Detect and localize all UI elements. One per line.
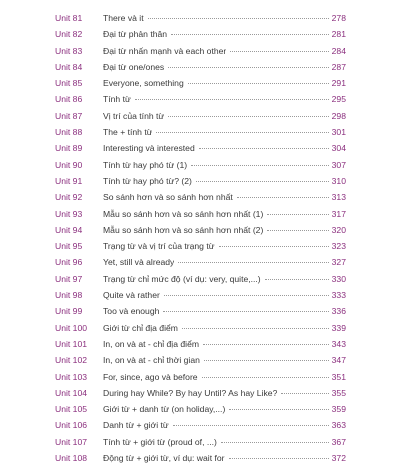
unit-title: There và it [103, 13, 144, 23]
unit-title: Tính từ hay phó từ? (2) [103, 175, 192, 186]
toc-entry[interactable] [0, 287, 401, 303]
page-number: 327 [331, 257, 346, 268]
unit-number: Unit 86 [55, 94, 83, 105]
page-number: 363 [331, 420, 346, 431]
unit-title: Tính từ [103, 94, 131, 105]
unit-number: Unit 108 [55, 453, 88, 464]
dot-leader [265, 279, 329, 280]
unit-title: The + tính từ [103, 127, 153, 138]
toc-entry[interactable] [0, 369, 401, 385]
dot-leader [230, 51, 329, 52]
dot-leader [196, 181, 329, 182]
toc-entry[interactable] [0, 336, 401, 352]
unit-number: Unit 84 [55, 61, 83, 72]
dot-leader [163, 311, 329, 312]
dot-leader [164, 295, 329, 296]
unit-title: Quite và rather [103, 290, 160, 301]
dot-leader [168, 67, 329, 68]
unit-title: Động từ + giới từ, ví dụ: wait for [103, 453, 225, 464]
unit-number: Unit 95 [55, 241, 83, 252]
toc-entry[interactable] [0, 206, 401, 222]
unit-number: Unit 104 [55, 387, 88, 398]
unit-title: Đại từ phản thân [103, 29, 168, 40]
unit-number: Unit 97 [55, 273, 83, 284]
toc-entry[interactable] [0, 140, 401, 156]
page-number: 333 [331, 290, 346, 301]
page-number: 301 [331, 127, 346, 138]
dot-leader [219, 246, 330, 247]
toc-entry[interactable] [0, 320, 401, 336]
page-number: 323 [331, 241, 346, 252]
dot-leader [267, 230, 329, 231]
toc-entry[interactable] [0, 401, 401, 417]
unit-number: Unit 101 [55, 338, 88, 349]
toc-entry[interactable] [0, 222, 401, 238]
dot-leader [148, 18, 329, 19]
unit-title: Giới từ chỉ địa điểm [103, 322, 178, 333]
toc-entry[interactable] [0, 108, 401, 124]
toc-entry[interactable] [0, 434, 401, 450]
page-number: 278 [331, 13, 346, 23]
dot-leader [178, 262, 329, 263]
dot-leader [199, 148, 329, 149]
unit-title: So sánh hơn và so sánh hơn nhất [103, 192, 233, 203]
dot-leader [202, 377, 329, 378]
toc-entry[interactable] [0, 254, 401, 270]
unit-number: Unit 103 [55, 371, 88, 382]
unit-title: Đại từ one/ones [103, 61, 165, 72]
unit-number: Unit 92 [55, 192, 83, 203]
page-number: 295 [331, 94, 346, 105]
unit-number: Unit 87 [55, 110, 83, 121]
toc-entry[interactable] [0, 26, 401, 42]
toc-entry[interactable] [0, 417, 401, 433]
toc-entry[interactable] [0, 59, 401, 75]
unit-number: Unit 106 [55, 420, 88, 431]
toc-entry[interactable] [0, 238, 401, 254]
unit-number: Unit 89 [55, 143, 83, 154]
toc-entry[interactable] [0, 385, 401, 401]
toc-entry[interactable] [0, 124, 401, 140]
page-number: 287 [331, 61, 346, 72]
unit-number: Unit 96 [55, 257, 83, 268]
page-number: 336 [331, 306, 346, 317]
toc-entry[interactable] [0, 91, 401, 107]
unit-title: Too và enough [103, 306, 160, 317]
unit-title: Mẫu so sánh hơn và so sánh hơn nhất (2) [103, 224, 264, 235]
dot-leader [168, 116, 329, 117]
dot-leader [135, 99, 329, 100]
unit-title: Yet, still và already [103, 257, 175, 268]
unit-title: Vị trí của tính từ [103, 110, 165, 121]
unit-number: Unit 82 [55, 29, 83, 40]
dot-leader [156, 132, 329, 133]
page-number: 320 [331, 224, 346, 235]
toc-entry[interactable] [0, 450, 401, 466]
unit-title: Đại từ nhấn mạnh và each other [103, 45, 227, 56]
dot-leader [173, 425, 329, 426]
page-number: 351 [331, 371, 346, 382]
dot-leader [203, 344, 329, 345]
unit-title: In, on và at - chỉ địa điểm [103, 338, 200, 349]
unit-number: Unit 98 [55, 290, 83, 301]
dot-leader [229, 409, 329, 410]
table-of-contents [0, 10, 401, 466]
page-number: 355 [331, 387, 346, 398]
page-number: 304 [331, 143, 346, 154]
page-number: 339 [331, 322, 346, 333]
toc-entry[interactable] [0, 173, 401, 189]
page-number: 330 [331, 273, 346, 284]
page-number: 307 [331, 159, 346, 170]
page-number: 298 [331, 110, 346, 121]
unit-number: Unit 105 [55, 404, 88, 415]
unit-title: Trạng từ chỉ mức độ (ví dụ: very, quite,...) [103, 273, 261, 284]
unit-number: Unit 99 [55, 306, 83, 317]
unit-title: Tính từ + giới từ (proud of, ...) [103, 436, 217, 447]
page-number: 343 [331, 338, 346, 349]
unit-title: Trạng từ và vị trí của trạng từ [103, 241, 215, 252]
unit-number: Unit 85 [55, 78, 83, 89]
unit-number: Unit 88 [55, 127, 83, 138]
unit-number: Unit 94 [55, 224, 83, 235]
unit-title: For, since, ago và before [103, 371, 198, 382]
toc-entry[interactable] [0, 189, 401, 205]
unit-title: In, on và at - chỉ thời gian [103, 355, 200, 366]
dot-leader [188, 83, 329, 84]
unit-title: Mẫu so sánh hơn và so sánh hơn nhất (1) [103, 208, 264, 219]
unit-number: Unit 83 [55, 45, 83, 56]
page-number: 310 [331, 175, 346, 186]
page-number: 313 [331, 192, 346, 203]
toc-entry[interactable] [0, 271, 401, 287]
toc-entry[interactable] [0, 157, 401, 173]
unit-number: Unit 102 [55, 355, 88, 366]
page-number: 281 [331, 29, 346, 40]
dot-leader [204, 360, 329, 361]
page-number: 347 [331, 355, 346, 366]
toc-entry[interactable] [0, 10, 401, 26]
toc-entry[interactable] [0, 303, 401, 319]
unit-title: Interesting và interested [103, 143, 195, 154]
unit-number: Unit 90 [55, 159, 83, 170]
unit-number: Unit 91 [55, 175, 83, 186]
dot-leader [237, 197, 329, 198]
unit-number: Unit 100 [55, 322, 88, 333]
page-number: 317 [331, 208, 346, 219]
unit-number: Unit 81 [55, 13, 83, 23]
dot-leader [182, 328, 329, 329]
toc-entry[interactable] [0, 43, 401, 59]
dot-leader [171, 34, 329, 35]
unit-title: Everyone, something [103, 78, 184, 89]
page-number: 367 [331, 436, 346, 447]
unit-number: Unit 107 [55, 436, 88, 447]
unit-title: Danh từ + giới từ [103, 420, 169, 431]
dot-leader [221, 442, 329, 443]
unit-title: Giới từ + danh từ (on holiday,...) [103, 404, 226, 415]
toc-entry[interactable] [0, 352, 401, 368]
unit-number: Unit 93 [55, 208, 83, 219]
unit-title: During hay While? By hay Until? As hay Like? [103, 387, 278, 398]
dot-leader [267, 214, 329, 215]
unit-title: Tính từ hay phó từ (1) [103, 159, 188, 170]
page-number: 372 [331, 453, 346, 464]
dot-leader [281, 393, 329, 394]
dot-leader [229, 458, 329, 459]
dot-leader [191, 165, 329, 166]
page-number: 284 [331, 45, 346, 56]
page-number: 291 [331, 78, 346, 89]
toc-entry[interactable] [0, 75, 401, 91]
page-number: 359 [331, 404, 346, 415]
